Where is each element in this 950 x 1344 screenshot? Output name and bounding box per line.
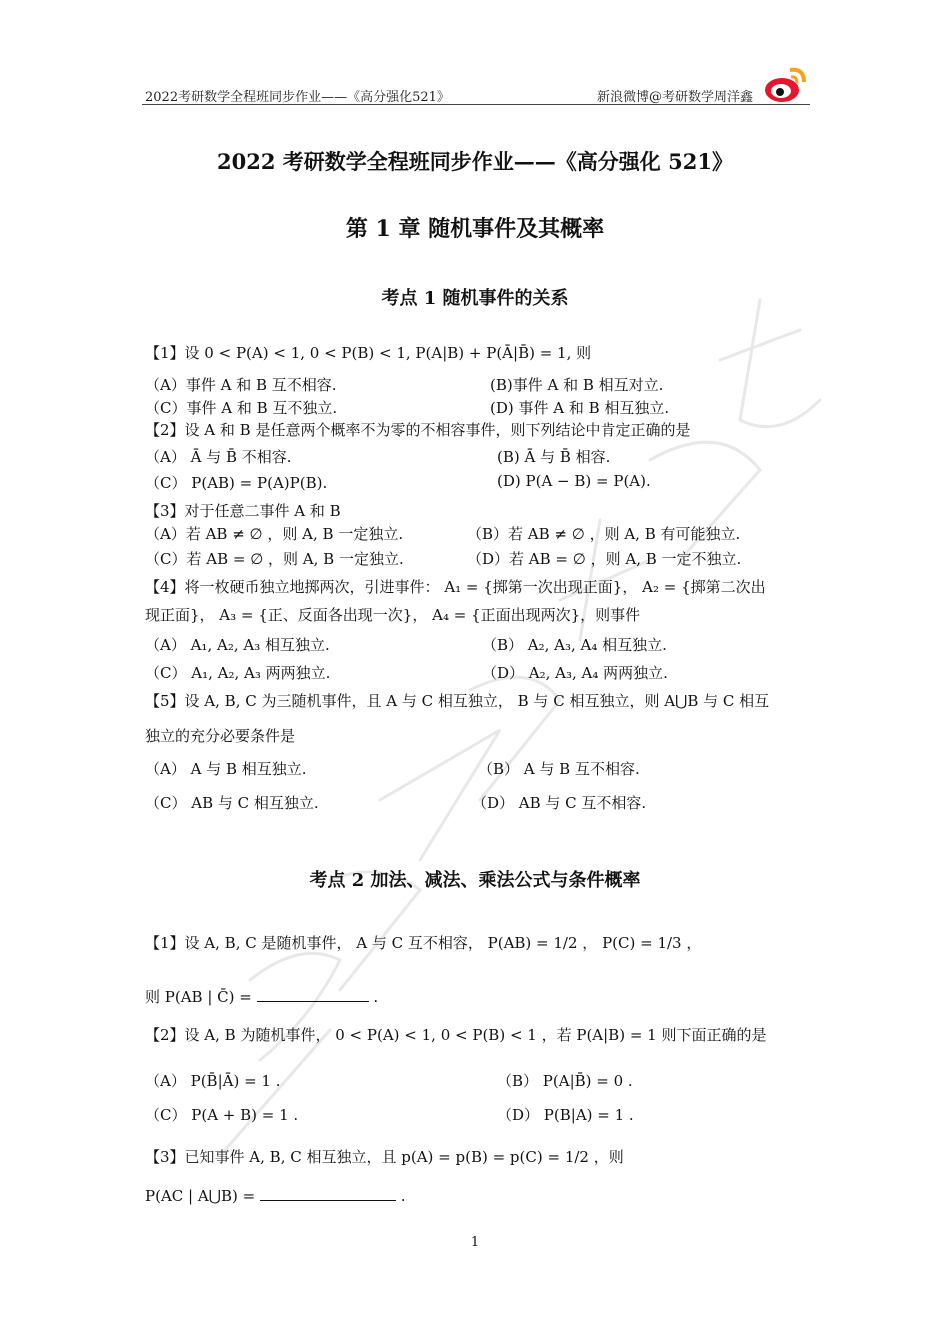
s1-q2-option-b: (B) Ā 与 B̄ 相容. <box>497 448 611 466</box>
s1-q2-option-c: （C） P(AB) = P(A)P(B). <box>145 474 328 492</box>
s1-q3-option-c: （C）若 AB = ∅ ，则 A, B 一定独立. <box>145 550 404 568</box>
weibo-logo-icon <box>760 62 810 106</box>
s2-q2-option-a: （A） P(B̄|Ā) = 1 . <box>145 1072 281 1090</box>
s1-q1-option-a: （A）事件 A 和 B 互不相容. <box>145 376 337 394</box>
s1-q4-option-b: （B） A₂, A₃, A₄ 相互独立. <box>482 636 667 654</box>
s1-q5-option-c: （C） AB 与 C 相互独立. <box>145 794 319 812</box>
s2-q2-option-c: （C） P(A + B) = 1 . <box>145 1106 299 1124</box>
s1-q1-option-c: （C）事件 A 和 B 互不独立. <box>145 399 338 417</box>
s1-q1-option-b: (B)事件 A 和 B 相互对立. <box>490 376 664 394</box>
s1-q4-option-c: （C） A₁, A₂, A₃ 两两独立. <box>145 664 331 682</box>
s2-q1-expression: 则 P(AB | C̄) = <box>145 988 252 1006</box>
header-rule <box>142 104 810 105</box>
s2-q1-answer-blank[interactable] <box>257 985 369 1002</box>
section-1-title: 考点 1 随机事件的关系 <box>381 288 569 309</box>
s2-q2-stem: 【2】设 A, B 为随机事件， 0 < P(A) < 1, 0 < P(B) < 1 ，若 P(A|B) = 1 则下面正确的是 <box>145 1026 767 1044</box>
s1-q3-option-a: （A）若 AB ≠ ∅ ，则 A, B 一定独立. <box>145 525 404 543</box>
s1-q4-option-a: （A） A₁, A₂, A₃ 相互独立. <box>145 636 330 654</box>
s1-q1-option-d: (D) 事件 A 和 B 相互独立. <box>490 399 670 417</box>
s2-q1-stem: 【1】设 A, B, C 是随机事件， A 与 C 互不相容， P(AB) = 1/2 ， P(C) = 1/3 ， <box>145 934 702 952</box>
s2-q3-period: . <box>400 1187 406 1205</box>
s1-q5-stem-line-2: 独立的充分必要条件是 <box>145 727 296 745</box>
s1-q1-stem: 【1】设 0 < P(A) < 1, 0 < P(B) < 1, P(A|B) + P(Ā|B̄) = 1, 则 <box>145 344 592 362</box>
s1-q3-option-b: （B）若 AB ≠ ∅ ，则 A, B 有可能独立. <box>467 525 741 543</box>
s2-q1-period: . <box>373 988 379 1006</box>
s1-q2-stem: 【2】设 A 和 B 是任意两个概率不为零的不相容事件，则下列结论中肯定正确的是 <box>145 421 691 439</box>
page-number: 1 <box>470 1235 480 1250</box>
header-right: 新浪微博@考研数学周洋鑫 <box>597 90 754 105</box>
s1-q2-option-d: (D) P(A − B) = P(A). <box>497 472 651 490</box>
s1-q2-option-a: （A） Ā 与 B̄ 不相容. <box>145 448 292 466</box>
s1-q4-option-d: （D） A₂, A₃, A₄ 两两独立. <box>482 664 668 682</box>
s2-q2-option-b: （B） P(A|B̄) = 0 . <box>497 1072 633 1090</box>
main-title: 2022 考研数学全程班同步作业——《高分强化 521》 <box>217 149 733 174</box>
s2-q3-stem: 【3】已知事件 A, B, C 相互独立，且 p(A) = p(B) = p(C) = 1/2 ，则 <box>145 1148 624 1166</box>
s1-q5-stem-line-1: 【5】设 A, B, C 为三随机事件，且 A 与 C 相互独立， B 与 C 相互独立，则 A⋃B 与 C 相互 <box>145 692 770 710</box>
s1-q3-stem: 【3】对于任意二事件 A 和 B <box>145 502 341 520</box>
s1-q5-option-a: （A） A 与 B 相互独立. <box>145 760 307 778</box>
s1-q3-option-d: （D）若 AB = ∅ ，则 A, B 一定不独立. <box>467 550 742 568</box>
s1-q5-option-d: （D） AB 与 C 互不相容. <box>472 794 647 812</box>
s2-q3-line-2 <box>145 1184 406 1205</box>
s1-q4-stem-line-2: 现正面}， A₃ = {正、反面各出现一次}， A₄ = {正面出现两次}，则事件 <box>145 606 641 624</box>
s2-q2-option-d: （D） P(B|A) = 1 . <box>497 1106 634 1124</box>
s1-q5-option-b: （B） A 与 B 互不相容. <box>478 760 640 778</box>
s2-q3-expression: P(AC | A⋃B) = <box>145 1187 256 1205</box>
chapter-title: 第 1 章 随机事件及其概率 <box>345 216 605 242</box>
s1-q4-stem-line-1: 【4】将一枚硬币独立地掷两次，引进事件： A₁ = {掷第一次出现正面}， A₂ = {掷第二次出 <box>145 578 766 596</box>
header-left: 2022考研数学全程班同步作业——《高分强化521》 <box>145 90 450 105</box>
s2-q1-line-2 <box>145 985 378 1007</box>
section-2-title: 考点 2 加法、减法、乘法公式与条件概率 <box>309 870 641 891</box>
s2-q3-answer-blank[interactable] <box>260 1184 396 1201</box>
